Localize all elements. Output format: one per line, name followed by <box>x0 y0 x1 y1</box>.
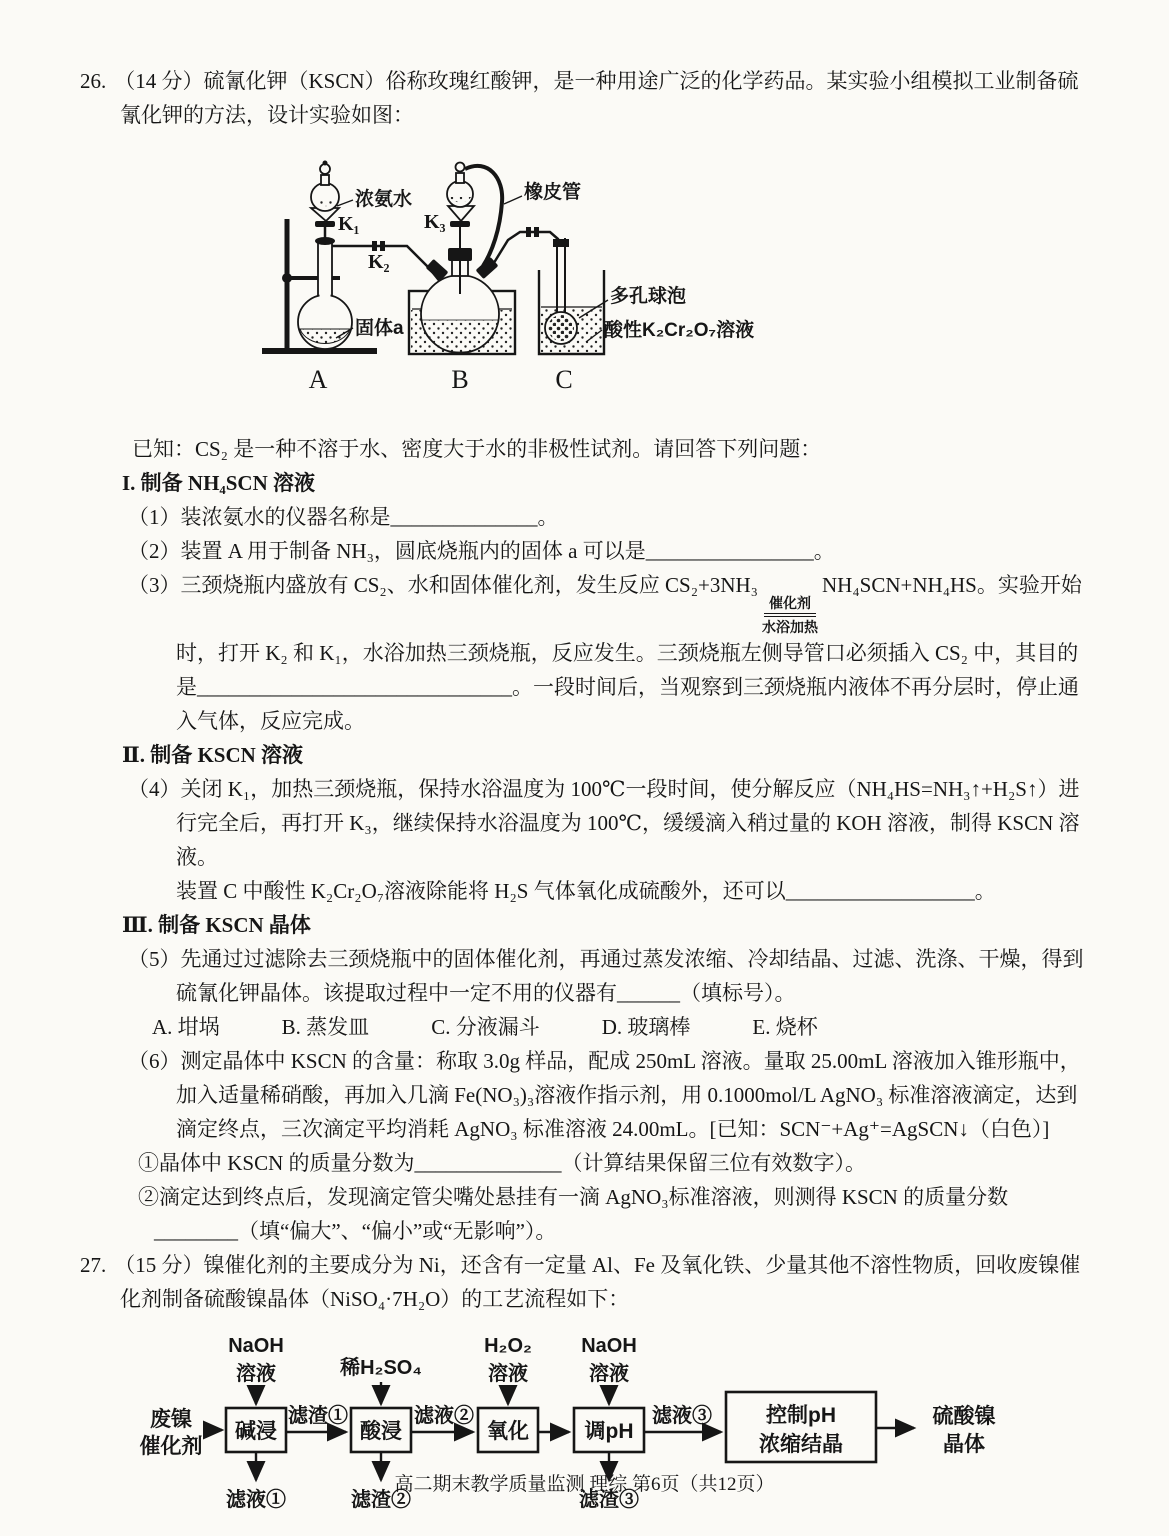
dropping-funnel-a-icon <box>311 161 339 240</box>
flow-box1-label: 碱浸 <box>235 1420 277 1444</box>
k2-label: K₂ <box>368 251 390 273</box>
flow-input-line1: 废镍 <box>150 1408 192 1432</box>
q26-item6-sub2: ②滴定达到终点后，发现滴定管尖嘴处悬挂有一滴 AgNO₃标准溶液，则测得 KSCN 的质量分数________（填“偏大”、“偏小”或“无影响”）。 <box>138 1185 1009 1244</box>
apparatus-b-label: B <box>451 365 469 394</box>
flow-down2-label: 滤渣② <box>351 1489 411 1512</box>
q26-intro-text: （14 分）硫氰化钾（KSCN）俗称玫瑰红酸钾，是一种用途广泛的化学药品。某实验小组模拟工业制备硫氰化钾的方法，设计实验如图： <box>114 69 1079 127</box>
reaction-condition-top: 催化剂 <box>764 594 816 617</box>
beaker-icon <box>539 270 604 354</box>
q26-item4: （4）关闭 K₁，加热三颈烧瓶，保持水浴温度为 100℃一段时间，使分解反应（NH₄HS=NH₃↑+H₂S↑）进行完全后，再打开 K₃，继续保持水浴温度为 100℃，缓缓滴入稍过量的 KOH 溶液，制得 KSCN 溶液。 <box>128 777 1080 870</box>
flow-in2-label: 稀H₂SO₄ <box>340 1357 422 1380</box>
apparatus-a-label: A <box>308 365 328 394</box>
porous-bulb-label: 多孔球泡 <box>610 286 687 307</box>
k1-label: K₁ <box>338 213 360 235</box>
option-c: C. 分液漏斗 <box>431 1015 540 1040</box>
q27-intro-text: （15 分）镍催化剂的主要成分为 Ni，还含有一定量 Al、Fe 及氧化铁、少量其他不溶性物质，回收废镍催化剂制备硫酸镍晶体（NiSO₄·7H₂O）的工艺流程如下： <box>114 1253 1081 1312</box>
flow-mid1-label: 滤渣① <box>288 1405 348 1428</box>
flow-in4-line2: 溶液 <box>589 1363 629 1386</box>
option-b: B. 蒸发皿 <box>281 1015 370 1040</box>
q26-item4b: 装置 C 中酸性 K₂Cr₂O₇溶液除能将 H₂S 气体氧化成硫酸外，还可以__________________。 <box>176 879 996 904</box>
flow-box3-label: 氧化 <box>487 1420 529 1444</box>
q26-item3-before: （3）三颈烧瓶内盛放有 CS₂、水和固体催化剂，发生反应 CS₂+3NH₃ <box>128 573 759 597</box>
q27-intro <box>80 1248 1089 1316</box>
flow-down1-label: 滤液① <box>226 1489 286 1512</box>
flow-mid3-label: 滤液③ <box>652 1405 712 1428</box>
flow-input-line2: 催化剂 <box>139 1435 203 1459</box>
apparatus-diagram <box>252 142 1089 422</box>
q26-part1-title: I. 制备 NH₄SCN 溶液 <box>122 471 315 495</box>
q26-item3-after: NH₄SCN+NH₄HS。实验开始时，打开 K₂ 和 K₁，水浴加热三颈烧瓶，反应发生。三颈烧瓶左侧导管口必须插入 CS₂ 中，其目的是______________________________。一段时间后，当观察到三颈烧瓶内液体不再分层时，停止通入气体，反应完成。 <box>176 573 1082 734</box>
q26-item6: （6）测定晶体中 KSCN 的含量：称取 3.0g 样品，配成 250mL 溶液。量取 25.00mL 溶液加入锥形瓶中，加入适量稀硝酸，再加入几滴 Fe(NO₃)₃溶液作指示剂，用 0.1000mol/L AgNO₃ 标准溶液滴定，达到滴定终点，三次滴定平均消耗 AgNO₃ 标准溶液 24.00mL。[已知：SCN⁻+Ag⁺=AgSCN↓（白色）] <box>128 1049 1081 1142</box>
rubber-tube-label: 橡皮管 <box>524 182 582 203</box>
apparatus-c-label: C <box>555 365 573 394</box>
flow-box4-label: 调pH <box>584 1420 634 1444</box>
round-bottom-flask-icon <box>298 237 352 349</box>
q27-number: 27. <box>80 1253 107 1278</box>
dropping-funnel-b-icon <box>447 163 474 295</box>
flow-box5-line2: 浓缩结晶 <box>759 1433 843 1457</box>
q26-item6-sub1: ①晶体中 KSCN 的质量分数为______________（计算结果保留三位有效数字）。 <box>138 1151 867 1176</box>
option-d: D. 玻璃棒 <box>601 1015 691 1040</box>
reaction-condition <box>762 594 818 636</box>
flow-in1-line1: NaOH <box>228 1335 284 1358</box>
flow-in3-line2: 溶液 <box>488 1363 528 1386</box>
footer-text: 高二期末教学质量监测 理综 第6页（共12页） <box>394 1474 775 1495</box>
flow-in3-line1: H₂O₂ <box>484 1335 532 1358</box>
flow-mid2-label: 滤液② <box>414 1405 474 1428</box>
rubber-tube-leader-line <box>504 196 522 204</box>
apparatus-figure <box>252 142 872 412</box>
flow-box5-line1: 控制pH <box>766 1404 836 1428</box>
page-footer <box>0 1468 1169 1502</box>
reaction-condition-bottom: 水浴加热 <box>762 619 819 636</box>
q26-part3-title: Ⅲ. 制备 KSCN 晶体 <box>122 913 311 938</box>
option-e: E. 烧杯 <box>752 1015 818 1040</box>
q26-item5-options <box>152 1010 1089 1044</box>
q26-part2-title: Ⅱ. 制备 KSCN 溶液 <box>122 743 304 768</box>
solid-a-label: 固体a <box>355 318 404 339</box>
gas-tube-b-to-c-icon <box>492 227 558 266</box>
q26-intro <box>80 64 1089 132</box>
k3-label: K₃ <box>424 211 446 233</box>
porous-bulb-icon <box>545 238 577 344</box>
question-26 <box>80 64 1089 1248</box>
q26-item5: （5）先通过过滤除去三颈烧瓶中的固体催化剂，再通过蒸发浓缩、冷却结晶、过滤、洗涤、干燥，得到硫氰化钾晶体。该提取过程中一定不用的仪器有______（填标号）。 <box>128 947 1084 1006</box>
flow-output-line1: 硫酸镍 <box>932 1405 996 1429</box>
ammonia-leader-line <box>337 200 353 206</box>
q26-item1: （1）装浓氨水的仪器名称是______________。 <box>128 505 559 529</box>
q26-known: 已知：CS₂ 是一种不溶于水、密度大于水的非极性试剂。请回答下列问题： <box>132 437 822 461</box>
q26-item3 <box>128 568 1089 738</box>
flow-in1-line2: 溶液 <box>236 1363 276 1386</box>
ammonia-label: 浓氨水 <box>355 189 413 210</box>
flow-output-line2: 晶体 <box>943 1433 985 1457</box>
flow-in4-line1: NaOH <box>581 1335 637 1358</box>
q26-item2: （2）装置 A 用于制备 NH₃，圆底烧瓶内的固体 a 可以是________________。 <box>128 539 835 563</box>
flow-down3-label: 滤渣③ <box>579 1489 639 1512</box>
q26-number: 26. <box>80 69 107 93</box>
dichromate-label: 酸性K₂Cr₂O₇溶液 <box>604 320 755 341</box>
option-a: A. 坩埚 <box>152 1015 220 1040</box>
flow-box2-label: 酸浸 <box>360 1420 402 1444</box>
